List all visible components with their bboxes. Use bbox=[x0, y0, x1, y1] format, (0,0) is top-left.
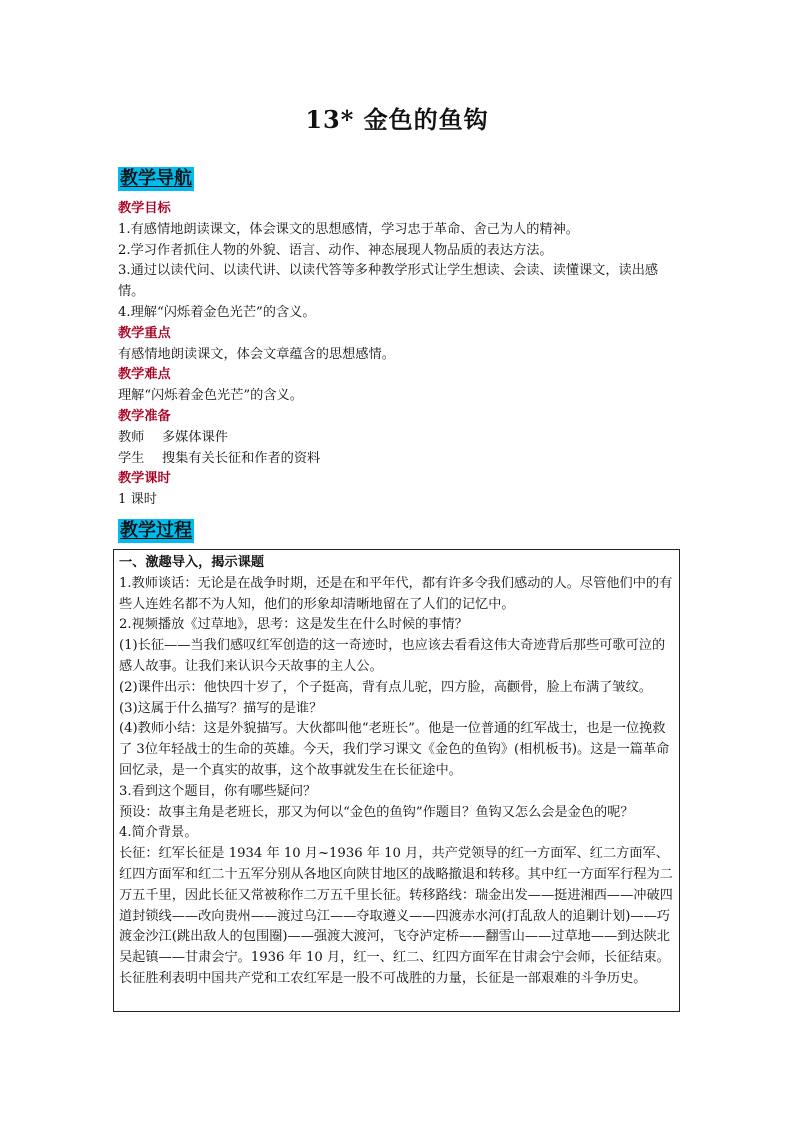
prep-item: 搜集有关长征和作者的资料 bbox=[162, 450, 321, 466]
prep-student bbox=[118, 449, 683, 470]
teaching-guide bbox=[118, 199, 683, 511]
process-paragraph: (4)教师小结：这是外貌描写。大伙都叫他“老班长”。他是一位普通的红军战士，也是一位挽救了 3位年轻战士的生命的英雄。今天，我们学习课文《金色的鱼钩》(相机板书)。这是一篇革命回忆录，是一个真实的故事，这个故事就发生在长征途中。 bbox=[119, 721, 670, 778]
process-paragraph: 预设：故事主角是老班长，那又为何以“金色的鱼钩”作题目？鱼钩又怎么会是金色的呢？ bbox=[119, 804, 634, 820]
prep-label: 教学准备 bbox=[118, 408, 171, 424]
process-section-title: 一、激趣导入，揭示课题 bbox=[119, 555, 265, 570]
section-heading-nav: 教学导航 bbox=[120, 168, 192, 189]
hours-label: 教学课时 bbox=[118, 471, 171, 487]
section-heading-process: 教学过程 bbox=[120, 520, 192, 541]
process-paragraph: (1)长征——当我们感叹红军创造的这一奇迹时，也应该去看看这伟大奇迹背后那些可歌可泣的感人故事。让我们来认识今天故事的主人公。 bbox=[119, 638, 666, 674]
process-paragraph: 1.教师谈话：无论是在战争时期，还是在和平年代，都有许多令我们感动的人。尽管他们中的有些人连姓名都不为人知，他们的形象却清晰地留在了人们的记忆中。 bbox=[119, 575, 673, 612]
key-label: 教学重点 bbox=[118, 325, 171, 341]
difficulty-label: 教学难点 bbox=[118, 367, 171, 383]
goal-item: 4.理解“闪烁着金色光芒”的含义。 bbox=[118, 304, 316, 320]
process-paragraph: 2.视频播放《过草地》，思考：这是发生在什么时候的事情？ bbox=[119, 617, 468, 633]
prep-role: 学生 bbox=[118, 450, 145, 466]
process-paragraph: 4.简介背景。 bbox=[119, 825, 198, 841]
prep-item: 多媒体课件 bbox=[162, 429, 228, 445]
hours-text: 1 课时 bbox=[118, 492, 157, 508]
process-paragraph: 长征胜利表明中国共产党和工农红军是一股不可战胜的力量，长征是一部艰难的斗争历史。 bbox=[119, 970, 647, 986]
process-paragraph: (2)课件出示：他快四十岁了，个子挺高，背有点儿驼，四方脸，高颧骨，脸上布满了皱纹。 bbox=[119, 679, 652, 695]
prep-role: 教师 bbox=[118, 429, 145, 445]
goal-item: 2.学习作者抓住人物的外貌、语言、动作、神态展现人物品质的表达方法。 bbox=[118, 242, 553, 258]
process-paragraph: 长征：红军长征是 1934 年 10 月~1936 年 10 月，共产党领导的红一方面军、红二方面军、红四方面军和红二十五军分别从各地区向陕甘地区的战略撤退和转移。其中红一方面军行程为二万五千里，因此长征又常被称作二万五千里长征。转移路线：瑞金出发——挺进湘西——冲破四道封锁线——改向贵州——渡过乌江——夺取遵义——四渡赤水河(打乱敌人的追剿计划)——巧渡金沙江(跳出敌人的包围圈)——强渡大渡河，飞夺泸定桥——翻雪山——过草地——到达陕北吴起镇——甘肃会宁。1936 年 10 月，红一、红二、红四方面军在甘肃会宁会师，长征结束。 bbox=[119, 846, 673, 966]
prep-teacher bbox=[118, 428, 683, 449]
goal-item: 1.有感情地朗读课文，体会课文的思想感情，学习忠于革命、舍己为人的精神。 bbox=[118, 221, 579, 237]
goals-label: 教学目标 bbox=[118, 201, 171, 216]
page-title: 13* 金色的鱼钩 bbox=[305, 105, 489, 134]
key-text: 有感情地朗读课文，体会文章蕴含的思想感情。 bbox=[118, 346, 395, 362]
process-paragraph: (3)这属于什么描写？描写的是谁？ bbox=[119, 700, 323, 716]
process-table bbox=[113, 549, 680, 1012]
process-paragraph: 3.看到这个题目，你有哪些疑问？ bbox=[119, 783, 317, 799]
difficulty-text: 理解“闪烁着金色光芒”的含义。 bbox=[118, 388, 303, 404]
goal-item: 3.通过以读代问、以读代讲、以读代答等多种教学形式让学生想读、会读、读懂课文，读出感情。 bbox=[118, 263, 659, 300]
